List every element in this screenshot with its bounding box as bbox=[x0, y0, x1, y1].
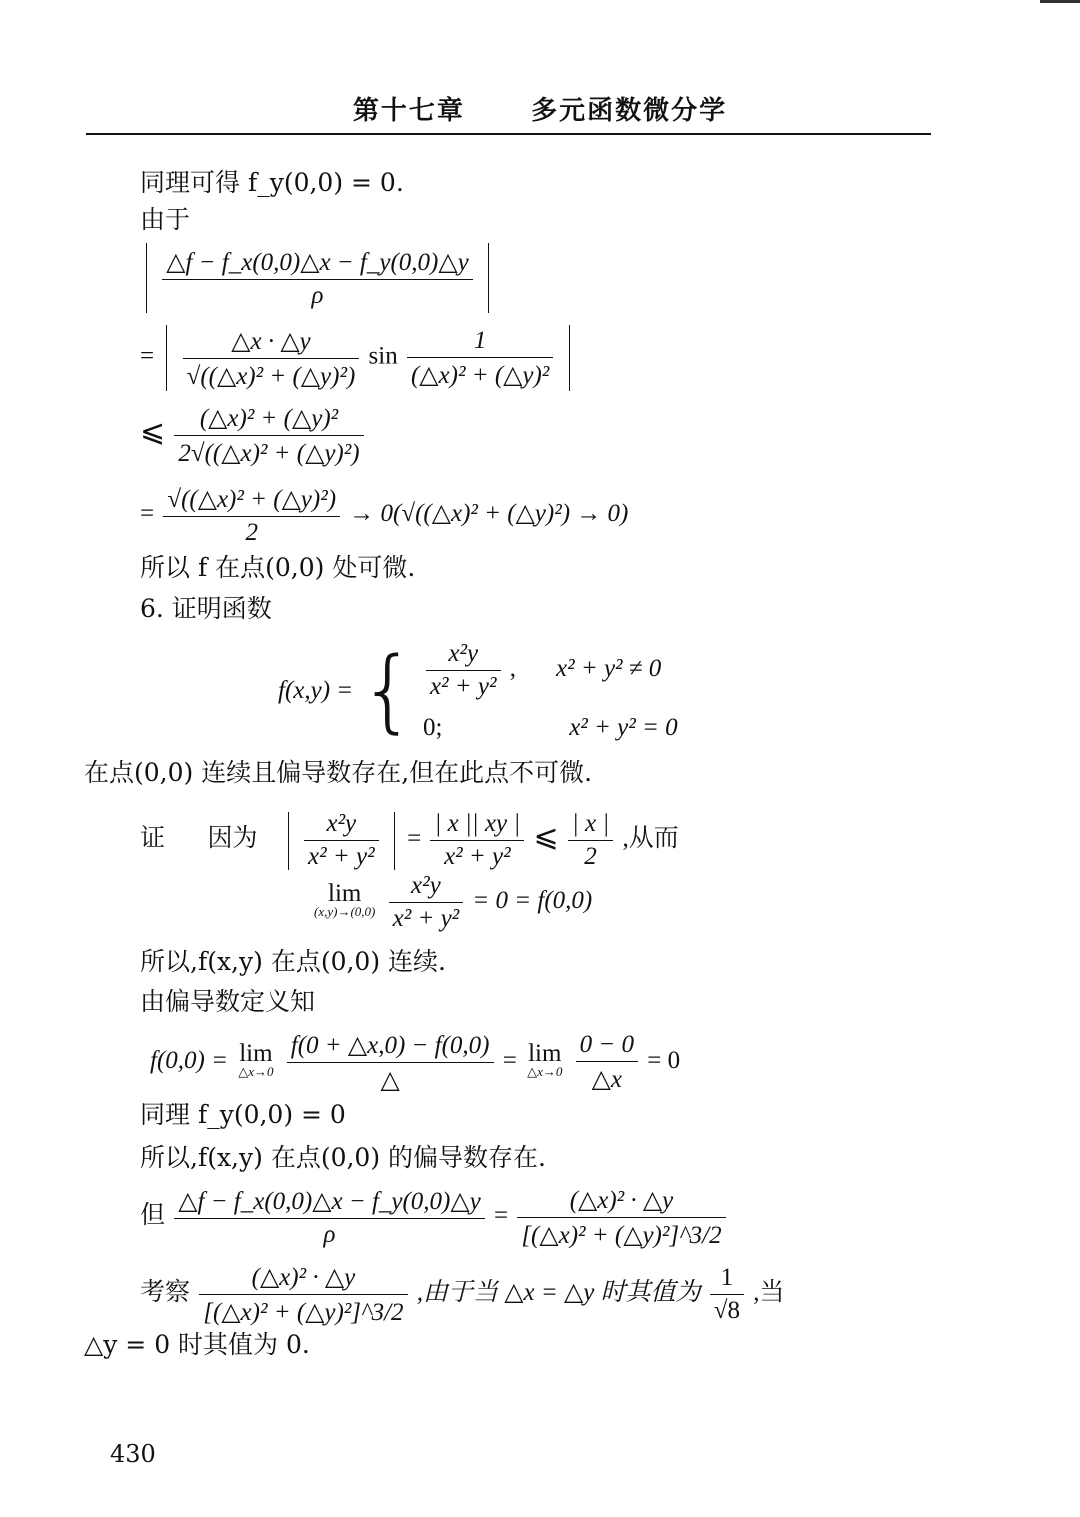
ratio-denominator: ρ bbox=[311, 281, 324, 309]
problem-6-statement: 在点(0,0) 连续且偏导数存在,但在此点不可微. bbox=[84, 758, 593, 787]
abs-ratio-expression bbox=[140, 243, 495, 313]
line-fy-zero: 同理可得 f_y(0,0) = 0. bbox=[140, 168, 404, 197]
proof-inequality: 证 因为 $\frac{\text{x²y}}{\text{x² + y²}}$ = $\frac{| x || xy |}{\text{x² + y²}}$ ⩽ $\frac{| x |}{2}$ ,从而 bbox=[140, 810, 679, 870]
line-fy-similarly: 同理 f_y(0,0) = 0 bbox=[140, 1100, 346, 1129]
partial-derivative-limit: f(0,0) = lim △x→0 $\frac{f(0 + \triangle x,0) - f(0,0)}{\triangle}$ = lim △x→0 $\frac{0 - 0}{\triangle x}$ = 0 bbox=[150, 1031, 681, 1094]
line-differentiable: 所以 f 在点(0,0) 处可微. bbox=[140, 553, 416, 582]
left-brace: { bbox=[359, 638, 417, 743]
inequality-line: ⩽ $\frac{\text{(△x)² + (△y)²}}{\text{2√((△x)² + (△y)²)}}$ bbox=[140, 403, 367, 468]
piecewise-function: f(x,y) = { $\frac{\text{x²y}}{\text{x² + y²}}$ , x² + y² ≠ 0 0; x² + y² = 0 bbox=[278, 638, 678, 743]
line-continuous: 所以,f(x,y) 在点(0,0) 连续. bbox=[140, 947, 446, 976]
ratio-numerator: △f − f_x(0,0)△x − f_y(0,0)△y bbox=[162, 247, 472, 280]
sin-function: sin bbox=[368, 342, 398, 370]
chapter-title: 多元函数微分学 bbox=[531, 96, 728, 126]
page-number: 430 bbox=[110, 1440, 156, 1468]
equality-line-1: = $\frac{\triangle x \cdot \triangle y}{\text{√((△x)² + (△y)²)}}$ sin $\frac{1}{\text{(△x)² + (△y)²}}$ bbox=[140, 325, 576, 391]
consider-expression: 考察 $\frac{\text{(△x)² · △y}}{\text{[(△x)² + (△y)²]\textasciicircum{}3/2}}$ ,由于当 △x = △y 时其值为 $\frac{1}{√8}$ ,当 bbox=[140, 1264, 785, 1326]
problem-6-title: 6. 证明函数 bbox=[140, 594, 272, 623]
chapter-number: 第十七章 bbox=[352, 96, 465, 126]
line-delta-y-zero: △y = 0 时其值为 0. bbox=[84, 1330, 310, 1359]
scan-edge-mark bbox=[1040, 0, 1080, 3]
but-ratio-expression: 但 $\frac{\triangle f - f\_x(0,0)\triangle x - f\_y(0,0)\triangle y}{\rho}$ = $\frac{\text{(△x)² · △y}}{\text{[(△x)² + (△y)²]\textasciicircum{}3/2}}$ bbox=[140, 1185, 729, 1250]
line-since: 由于 bbox=[140, 205, 191, 234]
abs-bar-right bbox=[488, 243, 489, 313]
running-header bbox=[0, 90, 1080, 127]
continuity-limit: lim (x,y)→(0,0) $\frac{\text{x²y}}{\text{x² + y²}}$ = 0 = f(0,0) bbox=[314, 872, 593, 932]
limit-line: = $\frac{\text{√((△x)² + (△y)²)}}{2}$ → 0(√((△x)² + (△y)²) → 0) bbox=[140, 486, 629, 546]
line-by-definition: 由偏导数定义知 bbox=[140, 987, 316, 1016]
line-partials-exist: 所以,f(x,y) 在点(0,0) 的偏导数存在. bbox=[140, 1143, 546, 1172]
header-rule bbox=[86, 133, 931, 135]
abs-bar-left bbox=[146, 243, 147, 313]
